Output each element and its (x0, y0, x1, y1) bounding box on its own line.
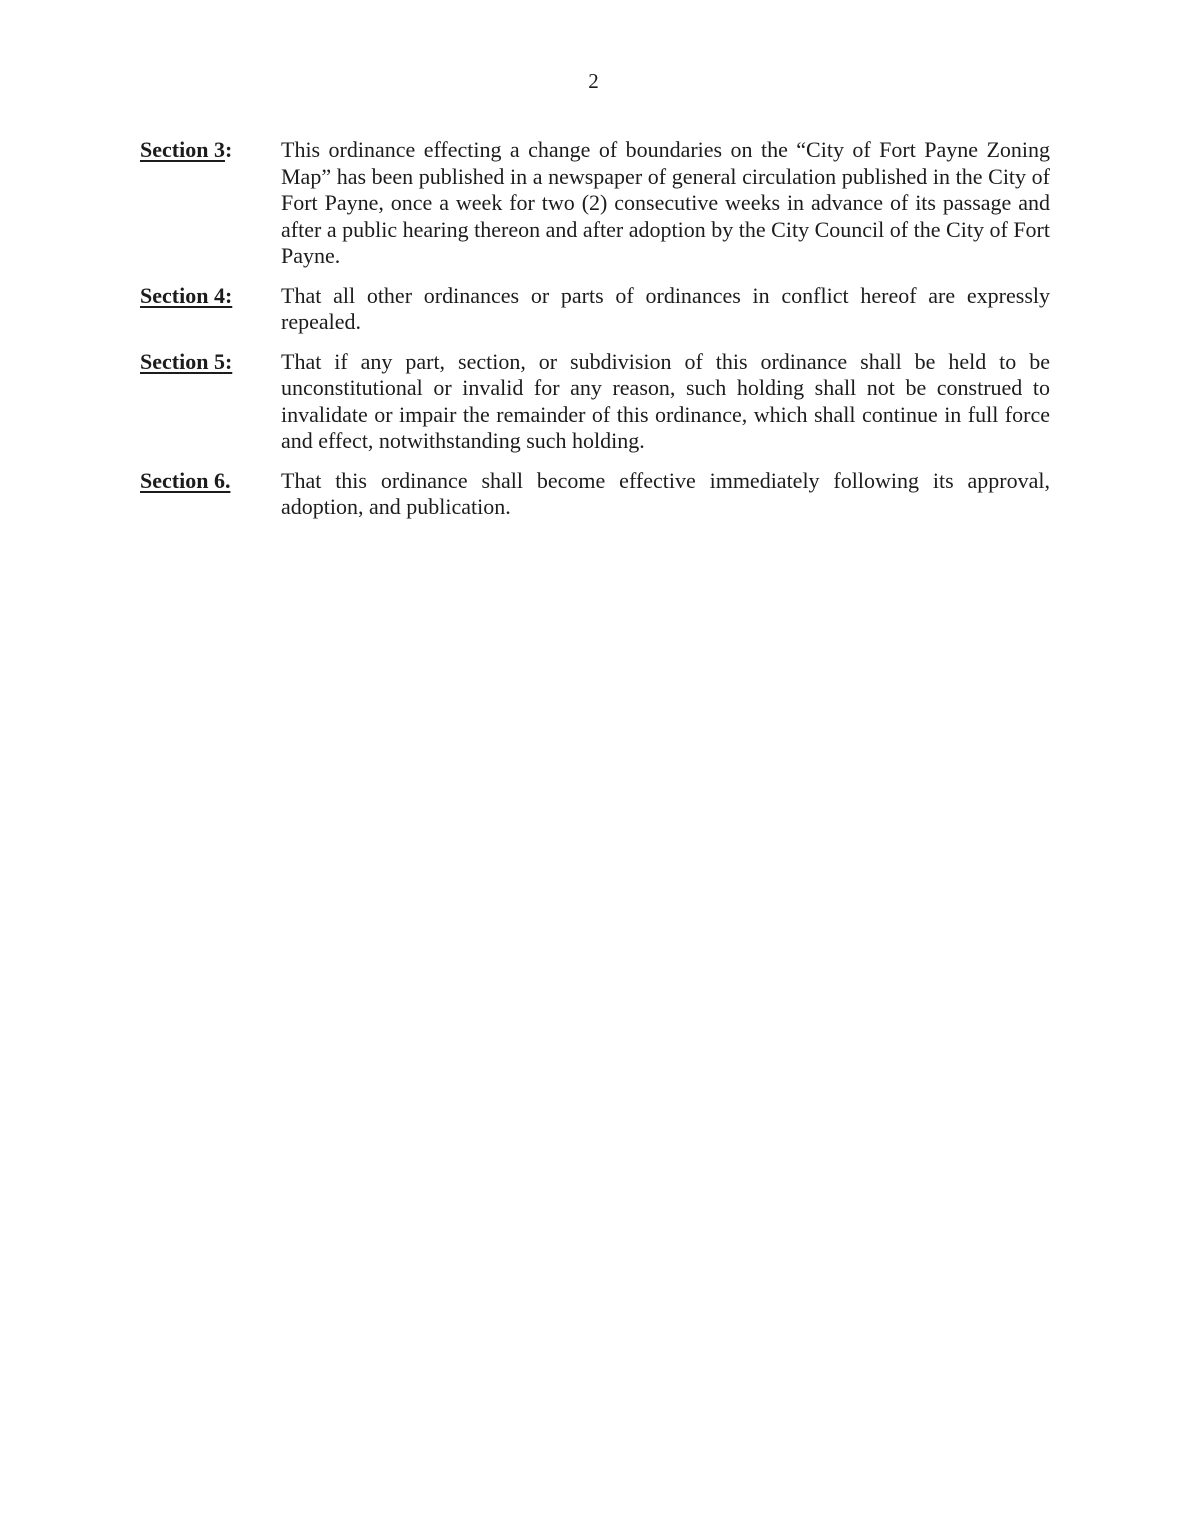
section-3 (140, 137, 1050, 270)
section-4 (140, 283, 1050, 336)
section-4-label: Section 4: (140, 282, 233, 308)
section-6 (140, 468, 1050, 521)
section-5-heading (140, 349, 281, 376)
section-3-heading (140, 137, 281, 164)
section-5-text: That if any part, section, or subdivision of this ordinance shall be held to be unconstitutional or invalid for any reason, such holding shall not be construed to invalidate or impair the remainder of this ordinance, which shall continue in full force and effect, notwithstanding such holding. (281, 348, 1050, 453)
section-6-heading (140, 468, 281, 495)
page-number: 2 (588, 69, 599, 93)
section-5-label: Section 5: (140, 348, 233, 374)
section-6-text: That this ordinance shall become effective immediately following its approval, adoption, and publication. (281, 467, 1050, 519)
section-3-text: This ordinance effecting a change of boundaries on the “City of Fort Payne Zoning Map” has been published in a newspaper of general circulation published in the City of Fort Payne, once a week for two (2) consecutive weeks in advance of its passage and after a public hearing thereon and after adoption by the City Council of the City of Fort Payne. (281, 137, 1050, 268)
section-3-separator: : (224, 137, 233, 162)
section-3-label: Section 3 (140, 137, 225, 162)
section-4-heading (140, 283, 281, 310)
document-body (140, 137, 1050, 521)
section-4-text: That all other ordinances or parts of ordinances in conflict hereof are expressly repealed. (281, 282, 1050, 334)
section-5 (140, 349, 1050, 455)
section-6-label: Section 6. (140, 467, 231, 493)
